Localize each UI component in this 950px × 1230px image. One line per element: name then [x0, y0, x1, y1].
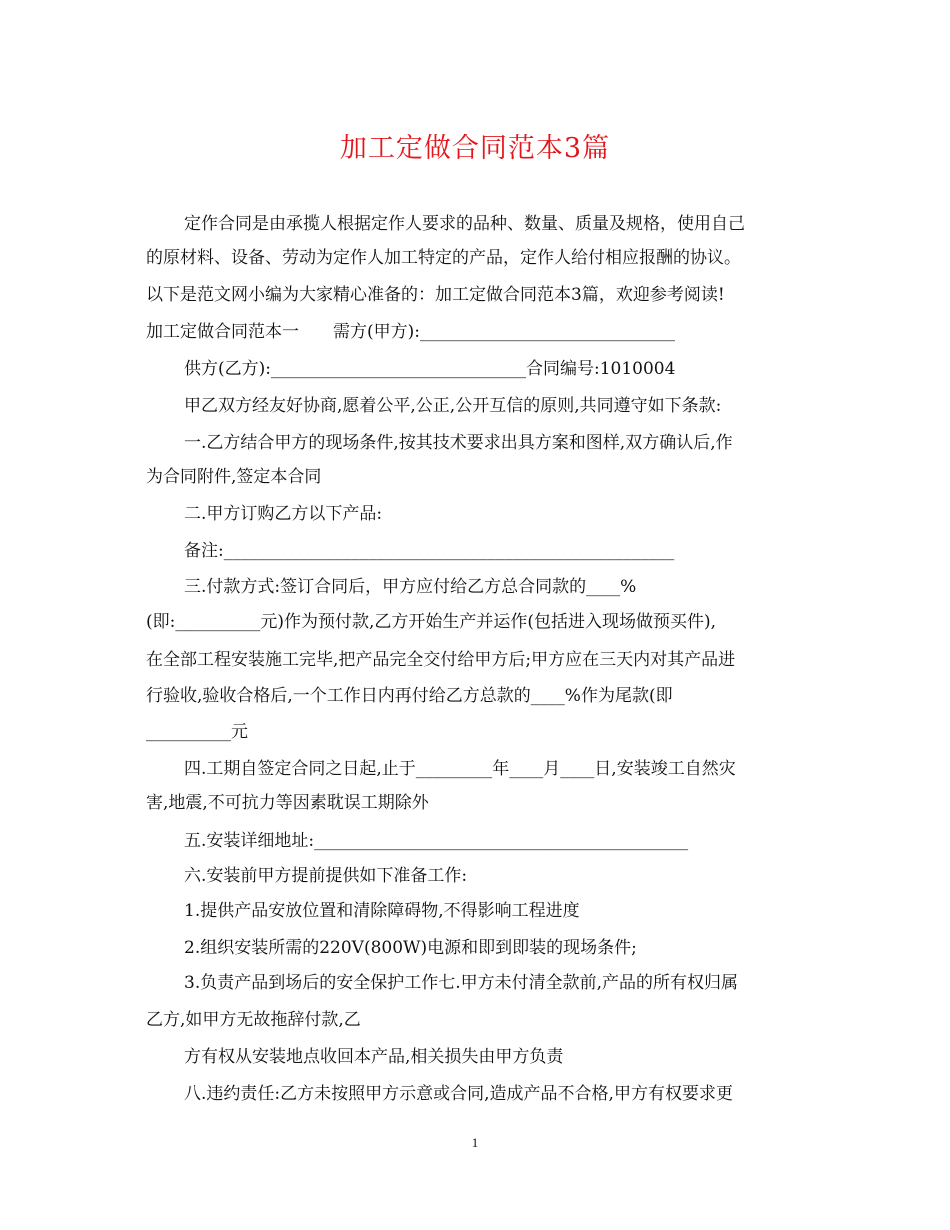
body-line: 供方(乙方):______________________________合同编号:1010004 — [184, 359, 676, 379]
body-line: 甲乙双方经友好协商,愿着公平,公正,公开互信的原则,共同遵守如下条款: — [184, 396, 722, 416]
body-line: 1.提供产品安放位置和清除障碍物,不得影响工程进度 — [184, 901, 580, 921]
body-line: __________元 — [146, 722, 248, 742]
body-line: (即:__________元)作为预付款,乙方开始生产并运作(包括进入现场做预买件), — [146, 612, 717, 632]
body-line: 定作合同是由承揽人根据定作人要求的品种、数量、质量及规格，使用自己 — [184, 214, 745, 234]
body-line: 方有权从安装地点收回本产品,相关损失由甲方负责 — [184, 1047, 564, 1067]
document-title: 加工定做合同范本3篇 — [339, 133, 611, 164]
body-line: 的原材料、设备、劳动为定作人加工特定的产品，定作人给付相应报酬的协议。 — [146, 248, 741, 268]
body-line: 3.负责产品到场后的安全保护工作七.甲方未付清全款前,产品的所有权归属 — [184, 973, 739, 993]
body-line: 八.违约责任:乙方未按照甲方示意或合同,造成产品不合格,甲方有权要求更 — [184, 1084, 733, 1104]
page-number: 1 — [471, 1135, 479, 1150]
body-line: 六.安装前甲方提前提供如下准备工作: — [184, 866, 468, 886]
body-line: 三.付款方式:签订合同后，甲方应付给乙方总合同款的____% — [184, 577, 637, 597]
body-line: 四.工期自签定合同之日起,止于_________年____月____日,安装竣工自然灾 — [184, 759, 736, 779]
body-line: 乙方,如甲方无故拖辞付款,乙 — [146, 1010, 361, 1030]
body-line: 以下是范文网小编为大家精心准备的：加工定做合同范本3篇，欢迎参考阅读! — [146, 285, 725, 305]
body-line: 行验收,验收合格后,一个工作日内再付给乙方总款的____%作为尾款(即 — [146, 686, 673, 706]
body-line: 备注:_____________________________________________________ — [184, 541, 675, 561]
body-line: 在全部工程安装施工完毕,把产品完全交付给甲方后;甲方应在三天内对其产品进 — [146, 650, 736, 670]
body-line: 加工定做合同范本一 需方(甲方):______________________________ — [146, 322, 675, 342]
body-line: 害,地震,不可抗力等因素耽误工期除外 — [146, 793, 429, 813]
body-line: 2.组织安装所需的220V(800W)电源和即到即装的现场条件; — [184, 938, 637, 958]
body-line: 一.乙方结合甲方的现场条件,按其技术要求出具方案和图样,双方确认后,作 — [184, 433, 733, 453]
body-line: 为合同附件,签定本合同 — [146, 467, 322, 487]
body-line: 五.安装详细地址:____________________________________________ — [184, 831, 689, 851]
body-line: 二.甲方订购乙方以下产品: — [184, 504, 383, 524]
